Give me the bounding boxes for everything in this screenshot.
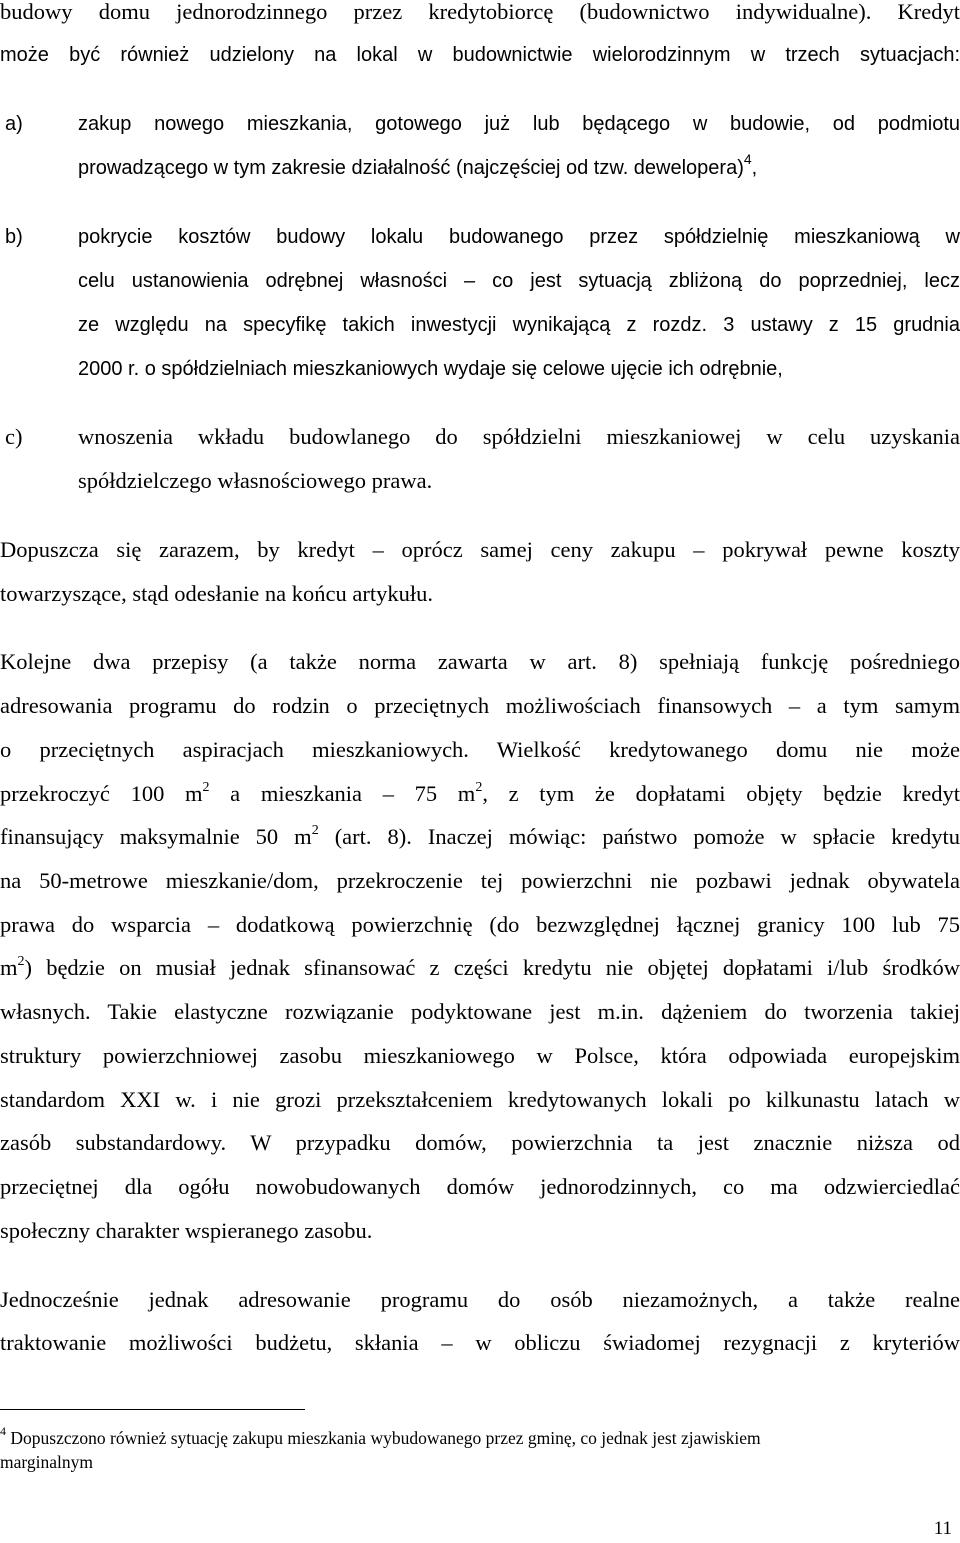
list-item-b-line-4-wrap (0, 354, 960, 384)
list-item-b (0, 222, 960, 252)
paragraph-2-line-1: Dopuszcza się zarazem, by kredyt – oprócz samej ceny zakupu – pokrywał pewne koszty (0, 537, 960, 562)
paragraph-3-line-11: standardom XXI w. i nie grozi przekształceniem kredytowanych lokali po kilkunastu latach w (0, 1087, 960, 1112)
footnote-line-1 (0, 1426, 960, 1450)
list-label-c: c) (5, 424, 23, 449)
paragraph-3-line-13: przeciętnej dla ogółu nowobudowanych domów jednorodzinnych, co ma odzwierciedlać (0, 1174, 960, 1199)
paragraph-3-line-8-part-b: ) będzie on musiał jednak sfinansować z części kredytu nie objętej dopłatami i/lub środków (24, 955, 960, 980)
paragraph-3-line-4-part-a: przekroczyć 100 m (0, 781, 203, 806)
paragraph-3-line-4-part-b: a mieszkania – 75 m (209, 781, 476, 806)
footnote-line-2: marginalnym (0, 1452, 93, 1472)
paragraph-3-line-8-part-a: m (0, 955, 18, 980)
list-item-b-line-4: 2000 r. o spółdzielniach mieszkaniowych wydaje się celowe ujęcie ich odrębnie, (78, 358, 783, 380)
paragraph-intro-line-2: może być również udzielony na lokal w budownictwie wielorodzinnym w trzech sytuacjach: (0, 44, 960, 66)
paragraph-2-line-2: towarzyszące, stąd odesłanie na końcu artykułu. (0, 581, 433, 606)
list-item-a-line-2-tail: , (751, 157, 758, 179)
paragraph-3-line-6: na 50-metrowe mieszkanie/dom, przekroczenie tej powierzchni nie pozbawi jednak obywatela (0, 868, 960, 893)
list-item-c-line-2-wrap (0, 466, 960, 496)
paragraph-3-line-5 (0, 822, 960, 852)
superscript-square: 2 (311, 822, 319, 838)
superscript-square: 2 (202, 779, 210, 795)
footnote-divider (0, 1409, 305, 1410)
paragraph-3-line-1: Kolejne dwa przepisy (a także norma zawarta w art. 8) spełniają funkcję pośredniego (0, 649, 960, 674)
footnote-number: 4 (0, 1424, 6, 1439)
list-item-c-line-1: wnoszenia wkładu budowlanego do spółdzielni mieszkaniowej w celu uzyskania (78, 424, 960, 449)
superscript-square: 2 (475, 779, 483, 795)
list-item-a-line-2-wrap (0, 153, 960, 183)
paragraph-4-line-1: Jednocześnie jednak adresowanie programu do osób niezamożnych, a także realne (0, 1287, 960, 1312)
list-item-b-line-1: pokrycie kosztów budowy lokalu budowanego przez spółdzielnię mieszkaniową w (78, 226, 960, 248)
paragraph-intro-line-1: budowy domu jednorodzinnego przez kredytobiorcę (budownictwo indywidualne). Kredyt (0, 0, 960, 24)
list-item-c (0, 422, 960, 452)
paragraph-3-line-10: struktury powierzchniowej zasobu mieszkaniowego w Polsce, która odpowiada europejskim (0, 1043, 960, 1068)
list-item-b-line-3: ze względu na specyfikę takich inwestycji wynikającą z rozdz. 3 ustawy z 15 grudnia (78, 314, 960, 336)
paragraph-3-line-12: zasób substandardowy. W przypadku domów, powierzchnia ta jest znacznie niższa od (0, 1130, 960, 1155)
list-item-b-line-2-wrap (0, 266, 960, 296)
footnote-text-1: Dopuszczono również sytuację zakupu mieszkania wybudowanego przez gminę, co jednak jest zjawiskiem (6, 1428, 761, 1448)
paragraph-3-line-14: społeczny charakter wspieranego zasobu. (0, 1218, 373, 1243)
list-item-b-line-3-wrap (0, 310, 960, 340)
list-item-a (0, 109, 960, 139)
paragraph-3-line-2: adresowania programu do rodzin o przeciętnych możliwościach finansowych – a tym samym (0, 693, 960, 718)
list-item-b-line-2: celu ustanowienia odrębnej własności – co jest sytuacją zbliżoną do poprzedniej, lecz (78, 270, 960, 292)
paragraph-3-line-3: o przeciętnych aspiracjach mieszkaniowych. Wielkość kredytowanego domu nie może (0, 737, 960, 762)
paragraph-4-line-2: traktowanie możliwości budżetu, skłania – w obliczu świadomej rezygnacji z kryteriów (0, 1330, 960, 1355)
paragraph-3-line-8 (0, 953, 960, 983)
paragraph-3-line-5-part-a: finansujący maksymalnie 50 m (0, 824, 312, 849)
paragraph-3-line-9: własnych. Takie elastyczne rozwiązanie podyktowane jest m.in. dążeniem do tworzenia takiej (0, 999, 960, 1024)
list-item-a-line-2 (78, 153, 960, 183)
paragraph-3-line-5-part-b: (art. 8). Inaczej mówiąc: państwo pomoże w spłacie kredytu (318, 824, 960, 849)
list-item-a-line-1: zakup nowego mieszkania, gotowego już lub będącego w budowie, od podmiotu (78, 113, 960, 135)
superscript-square: 2 (17, 953, 25, 969)
list-label-a: a) (5, 113, 23, 135)
paragraph-3-line-4-part-c: , z tym że dopłatami objęty będzie kredyt (482, 781, 960, 806)
paragraph-3-line-4 (0, 779, 960, 809)
page-number: 11 (933, 1518, 952, 1539)
list-item-a-line-2-text: prowadzącego w tym zakresie działalność (najczęściej od tzw. dewelopera) (78, 157, 744, 179)
footnote-ref-4: 4 (743, 151, 752, 168)
list-item-c-line-2: spółdzielczego własnościowego prawa. (78, 468, 433, 493)
list-label-b: b) (5, 226, 23, 248)
paragraph-3-line-7: prawa do wsparcia – dodatkową powierzchnię (do bezwzględnej łącznej granicy 100 lub 75 (0, 912, 960, 937)
